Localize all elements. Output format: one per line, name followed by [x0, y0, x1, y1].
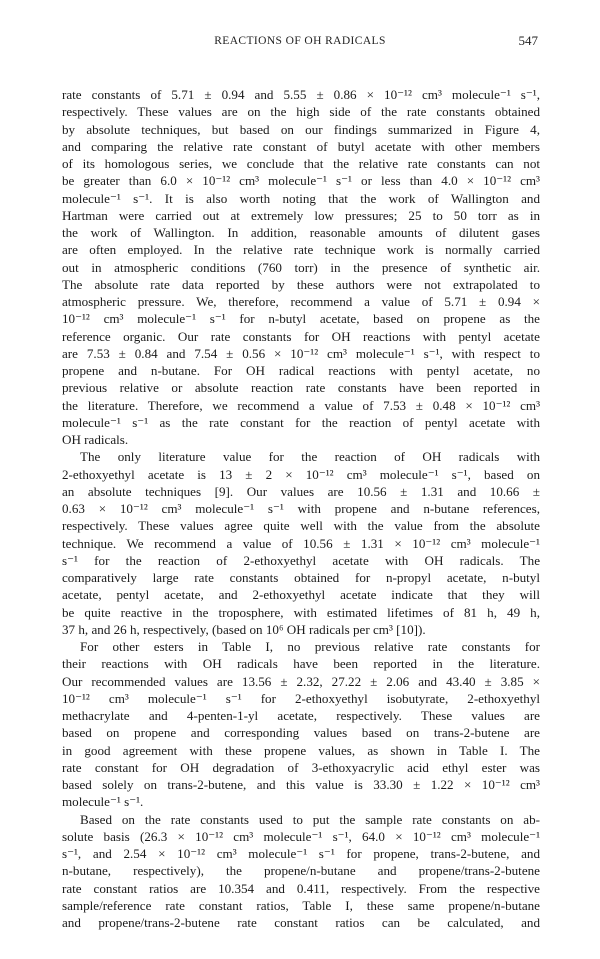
- text-line: respectively. These values are on the high side of the rate constants obtained: [62, 104, 540, 120]
- text-line: the literature. Therefore, we recommend a value of 7.53 ± 0.48 × 10⁻¹² cm³: [62, 397, 540, 413]
- text-line: of its homologous series, we conclude that the relative rate constants can not: [62, 156, 540, 171]
- text-line: in good agreement with these propene values, as shown in Table I. The: [62, 742, 540, 758]
- text-line: OH radicals.: [62, 432, 129, 447]
- text-line: comparatively large rate constants obtained for n-propyl acetate, n-butyl: [62, 570, 540, 585]
- text-line: acetate, pentyl acetate, and 2-ethoxyethyl acetate indicate that they will: [62, 587, 540, 603]
- text-line: an absolute techniques [9]. Our values are 10.56 ± 1.31 and 10.66 ±: [62, 483, 540, 499]
- text-line: rate constant for OH degradation of 3-ethoxyacrylic acid ethyl ester was: [62, 759, 540, 775]
- text-line: Our recommended values are 13.56 ± 2.32, 27.22 ± 2.06 and 43.40 ± 3.85 ×: [62, 673, 540, 689]
- text-line: and propene/trans-2-butene rate constant ratios can be calculated, and: [62, 915, 540, 930]
- text-line: 10⁻¹² cm³ molecule⁻¹ s⁻¹ for 2-ethoxyethyl isobutyrate, 2-ethoxyethyl: [62, 690, 540, 706]
- running-title: REACTIONS OF OH RADICALS: [214, 35, 386, 47]
- text-line: by absolute techniques, but based on our findings summarized in Figure 4,: [62, 121, 540, 137]
- text-line: molecule⁻¹ s⁻¹.: [62, 794, 144, 810]
- text-line: their reactions with OH radicals have been reported in the literature.: [62, 656, 540, 672]
- text-line: The only literature value for the reaction of OH radicals with: [80, 449, 540, 465]
- text-line: be quite reactive in the troposphere, with estimated lifetimes of 81 h, 49 h,: [62, 604, 540, 620]
- text-line: molecule⁻¹ s⁻¹. It is also worth noting that the work of Wallington and: [62, 190, 540, 206]
- text-line: Hartman were carried out at extremely low pressures; 25 to 50 torr as in: [62, 207, 540, 223]
- page-number: 547: [518, 33, 538, 48]
- text-line: the work of Wallington. In addition, reasonable amounts of dilutent gases: [62, 225, 540, 240]
- text-line: s⁻¹ for the reaction of 2-ethoxyethyl acetate with OH radicals. The: [62, 552, 540, 568]
- text-line: 0.63 × 10⁻¹² cm³ molecule⁻¹ s⁻¹ with propene and n-butane references,: [62, 501, 540, 516]
- body-text: [62, 86, 540, 931]
- text-line: 2-ethoxyethyl acetate is 13 ± 2 × 10⁻¹² cm³ molecule⁻¹ s⁻¹, based on: [62, 466, 540, 482]
- text-line: 10⁻¹² cm³ molecule⁻¹ s⁻¹ for n-butyl acetate, based on propene as the: [62, 311, 540, 327]
- text-line: sample/reference rate constant ratios, Table I, these same propene/n-butane: [62, 897, 540, 913]
- text-line: The absolute rate data reported by these authors were not extrapolated to: [62, 276, 540, 292]
- text-line: and comparing the relative rate constant of butyl acetate with other members: [62, 138, 540, 154]
- text-line: previous relative or absolute reaction rate constants have been reported in: [62, 380, 540, 396]
- text-line: 37 h, and 26 h, respectively, (based on 10⁶ OH radicals per cm³ [10]).: [62, 621, 426, 637]
- text-line: methacrylate and 4-penten-1-yl acetate, respectively. These values are: [62, 708, 540, 723]
- text-line: technique. We recommend a value of 10.56 ± 1.31 × 10⁻¹² cm³ molecule⁻¹: [62, 535, 540, 551]
- text-line: are often employed. In the relative rate technique work is normally carried: [62, 242, 540, 258]
- text-line: s⁻¹, and 2.54 × 10⁻¹² cm³ molecule⁻¹ s⁻¹ for propene, trans-2-butene, and: [62, 846, 540, 861]
- text-line: rate constant ratios are 10.354 and 0.411, respectively. From the respective: [62, 880, 540, 896]
- text-line: For other esters in Table I, no previous relative rate constants for: [80, 639, 540, 654]
- text-line: n-butane, respectively), the propene/n-butane and propene/trans-2-butene: [62, 863, 540, 879]
- text-line: Based on the rate constants used to put the sample rate constants on ab-: [80, 811, 540, 827]
- text-line: molecule⁻¹ s⁻¹ as the rate constant for the reaction of pentyl acetate with: [62, 414, 540, 430]
- page-header: [0, 33, 600, 53]
- text-line: out in atmospheric conditions (760 torr) in the presence of synthetic air.: [62, 259, 540, 275]
- text-line: rate constants of 5.71 ± 0.94 and 5.55 ± 0.86 × 10⁻¹² cm³ molecule⁻¹ s⁻¹,: [62, 87, 540, 102]
- text-line: based solely on trans-2-butene, and this value is 33.30 ± 1.22 × 10⁻¹² cm³: [62, 777, 540, 792]
- text-line: atmospheric pressure. We, therefore, recommend a value of 5.71 ± 0.94 ×: [62, 294, 540, 309]
- text-line: solute basis (26.3 × 10⁻¹² cm³ molecule⁻¹ s⁻¹, 64.0 × 10⁻¹² cm³ molecule⁻¹: [62, 828, 540, 844]
- text-line: be greater than 6.0 × 10⁻¹² cm³ molecule⁻¹ s⁻¹ or less than 4.0 × 10⁻¹² cm³: [62, 173, 540, 189]
- text-line: are 7.53 ± 0.84 and 7.54 ± 0.56 × 10⁻¹² cm³ molecule⁻¹ s⁻¹, with respect to: [62, 345, 540, 361]
- text-line: based on propene and corresponding values based on trans-2-butene are: [62, 725, 540, 741]
- text-line: respectively. These values agree quite well with the value from the absolute: [62, 518, 540, 534]
- text-line: reference organic. Our rate constants for OH reactions with pentyl acetate: [62, 328, 540, 344]
- text-line: propene and n-butane. For OH radical reactions with pentyl acetate, no: [62, 363, 540, 378]
